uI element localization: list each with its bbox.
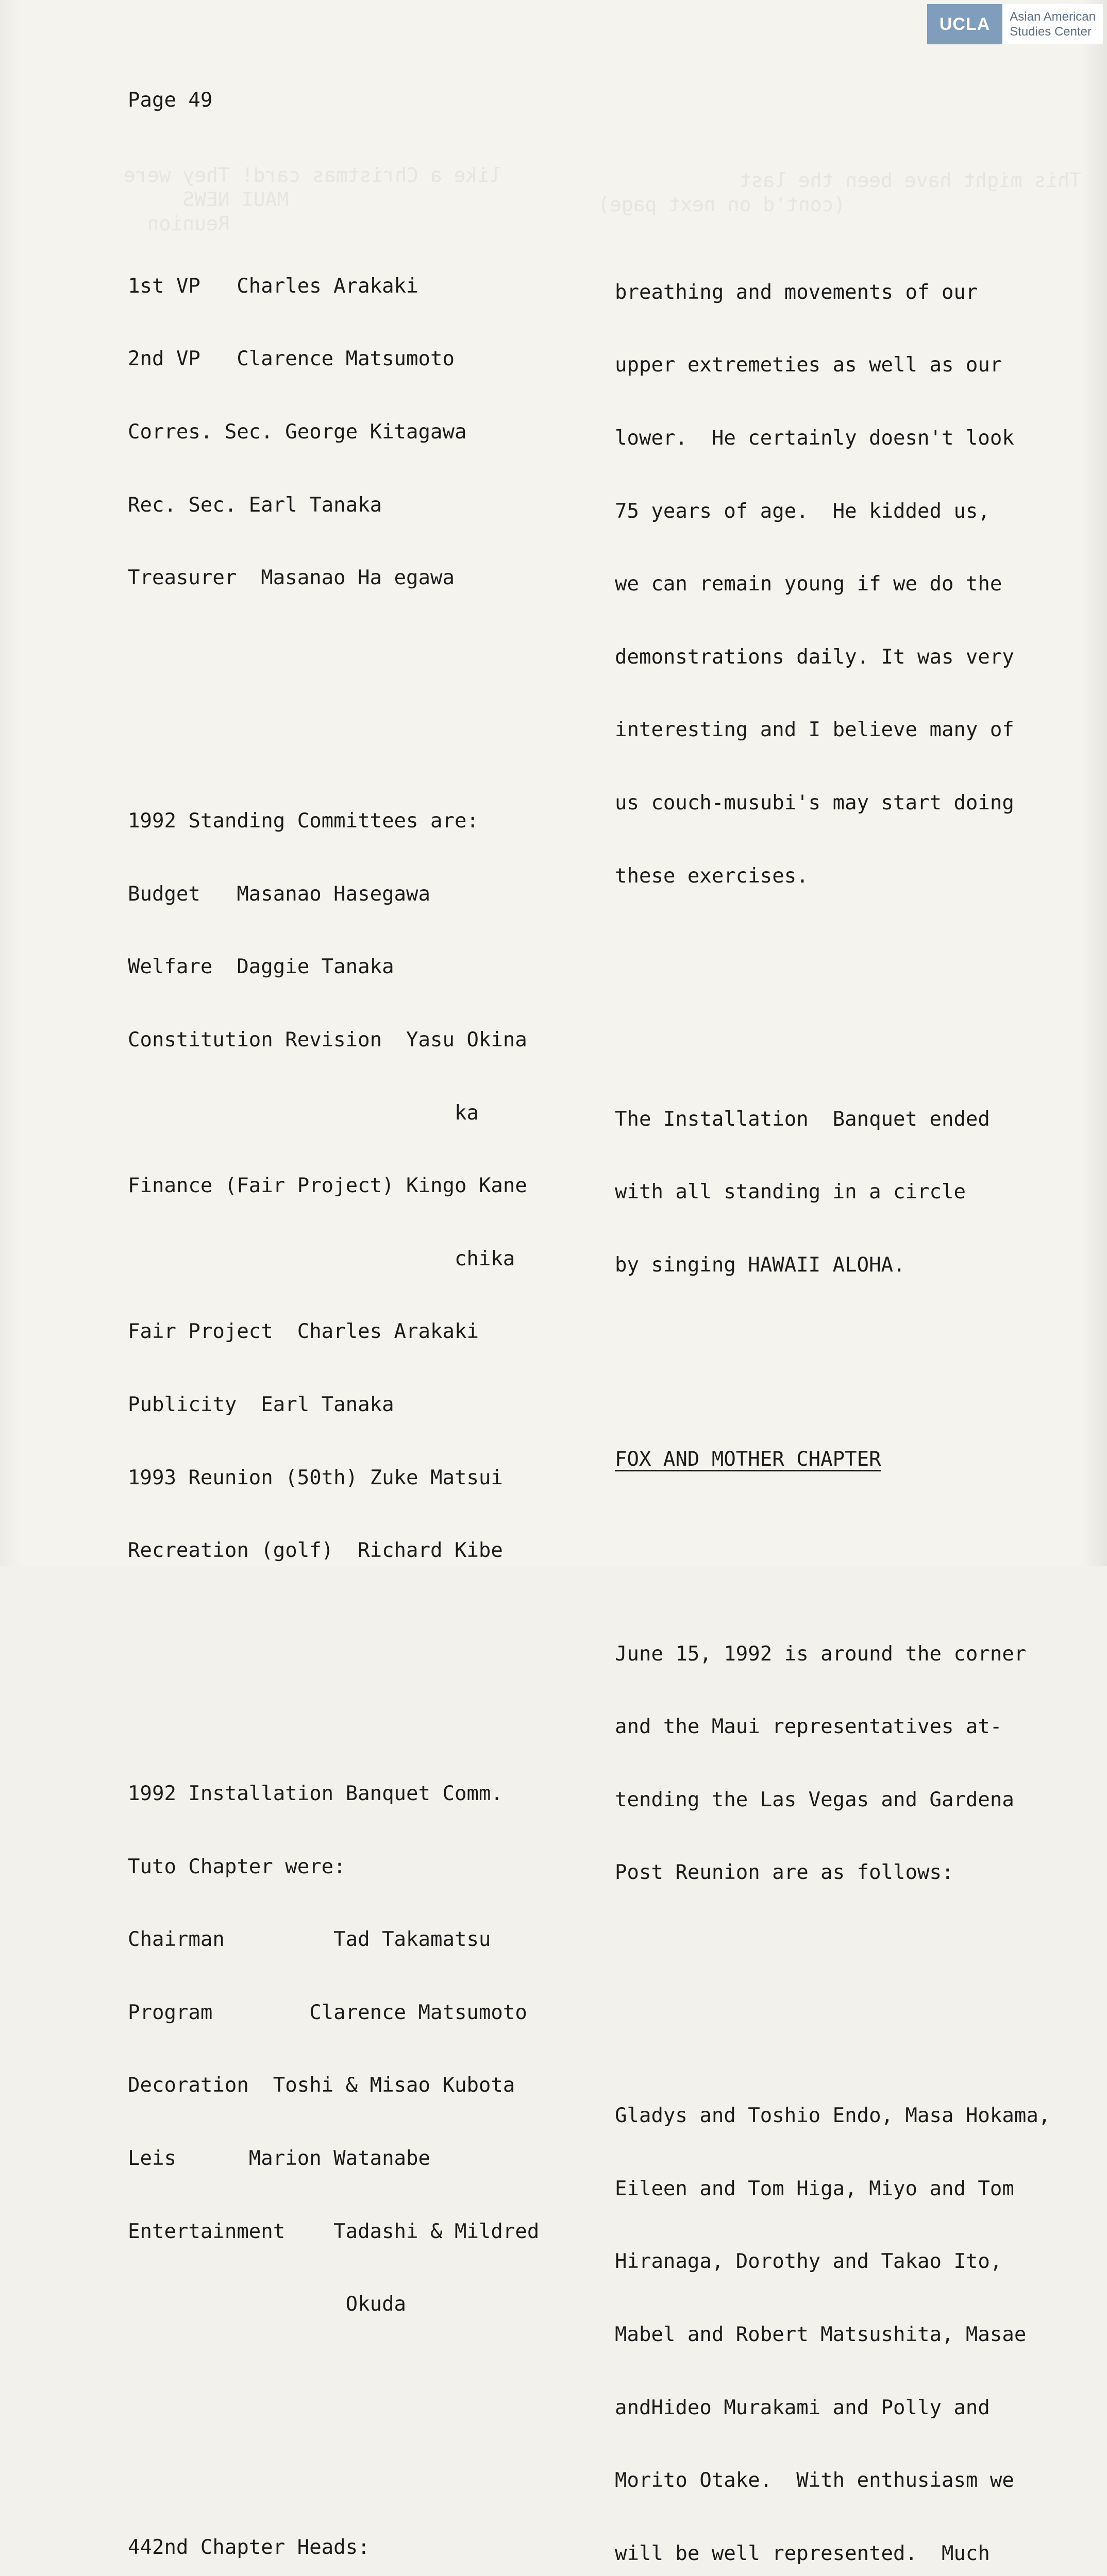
- paragraph-line: lower. He certainly doesn't look: [615, 427, 1014, 450]
- paragraph-line: 75 years of age. He kidded us,: [615, 499, 990, 523]
- attendees-paragraph: [615, 2055, 1050, 2576]
- paragraph-line: Gladys and Toshio Endo, Masa Hokama,: [615, 2104, 1051, 2128]
- page-number: Page 49: [128, 89, 213, 112]
- paragraph-line: upper extremeties as well as our: [615, 353, 1002, 377]
- banquet-line: Chairman Tad Takamatsu: [128, 1928, 491, 1952]
- paragraph-line: these exercises.: [615, 864, 809, 888]
- paragraph-line: breathing and movements of our: [615, 280, 978, 304]
- paragraph-line: demonstrations daily. It was very: [615, 645, 1014, 669]
- committee-line: ka: [128, 1101, 479, 1125]
- paragraph-line: Morito Otake. With enthusiasm we: [615, 2469, 1014, 2493]
- banquet-line: Tuto Chapter were:: [128, 1855, 346, 1878]
- officer-line: Treasurer Masanao Ha egawa: [128, 566, 455, 590]
- paragraph-line: will be well represented. Much: [615, 2541, 990, 2565]
- committee-line: chika: [128, 1247, 515, 1270]
- right-column: [615, 183, 1050, 2576]
- banquet-line: Leis Marion Watanabe: [128, 2147, 430, 2171]
- paragraph-line: June 15, 1992 is around the corner: [615, 1642, 1027, 1666]
- officer-line: 1st VP Charles Arakaki: [128, 274, 418, 298]
- officer-line: 2nd VP Clarence Matsumoto: [128, 347, 455, 371]
- banquet-line: 1992 Installation Banquet Comm.: [128, 1782, 503, 1805]
- committee-line: Publicity Earl Tanaka: [128, 1393, 394, 1416]
- paragraph-line: The Installation Banquet ended: [615, 1107, 990, 1131]
- continuation-paragraph: [615, 231, 1050, 937]
- banquet-line: Entertainment Tadashi & Mildred: [128, 2219, 540, 2243]
- badge-label: [1002, 4, 1103, 44]
- banquet-committee-list: [128, 1733, 539, 2365]
- committee-line: Recreation (golf) Richard Kibe: [128, 1539, 503, 1563]
- paragraph-line: with all standing in a circle: [615, 1180, 966, 1204]
- banquet-line: Okuda: [128, 2293, 407, 2316]
- chapter-head-line: 442nd Chapter Heads:: [128, 2536, 370, 2560]
- paragraph-line: interesting and I believe many of: [615, 718, 1014, 742]
- badge-line-1: Asian American: [1010, 10, 1096, 24]
- paragraph-line: tending the Las Vegas and Gardena: [615, 1788, 1014, 1811]
- committee-line: 1993 Reunion (50th) Zuke Matsui: [128, 1466, 503, 1489]
- banquet-line: Program Clarence Matsumoto: [128, 2001, 527, 2024]
- reunion-paragraph: [615, 1593, 1050, 1934]
- committee-line: Budget Masanao Hasegawa: [128, 882, 430, 906]
- paragraph-line: we can remain young if we do the: [615, 572, 1002, 596]
- paragraph-line: us couch-musubi's may start doing: [615, 791, 1014, 815]
- paragraph-line: andHideo Murakami and Polly and: [615, 2396, 990, 2419]
- ucla-logo: UCLA: [927, 4, 1002, 44]
- committee-line: 1992 Standing Committees are:: [128, 809, 479, 833]
- committee-line: Welfare Daggie Tanaka: [128, 955, 394, 979]
- paragraph-line: and the Maui representatives at-: [615, 1715, 1002, 1739]
- banquet-line: Decoration Toshi & Misao Kubota: [128, 2074, 515, 2097]
- left-column: [128, 177, 539, 2576]
- committee-line: Fair Project Charles Arakaki: [128, 1320, 479, 1344]
- badge-line-2: Studies Center: [1010, 25, 1092, 39]
- paragraph-line: Post Reunion are as follows:: [615, 1861, 954, 1885]
- committee-line: Constitution Revision Yasu Okina: [128, 1028, 527, 1052]
- officers-list: [128, 225, 539, 638]
- paragraph-line: by singing HAWAII ALOHA.: [615, 1253, 905, 1277]
- bleed-through-right: This might have been the last (cont'd on next page): [598, 169, 1081, 216]
- paragraph-line: Mabel and Robert Matsushita, Masae: [615, 2323, 1027, 2347]
- officer-line: Rec. Sec. Earl Tanaka: [128, 493, 382, 517]
- chapter-heads-list: [128, 2487, 539, 2576]
- ucla-badge: [927, 4, 1103, 44]
- paragraph-line: Eileen and Tom Higa, Miyo and Tom: [615, 2177, 1014, 2200]
- committees-list: [128, 760, 539, 1612]
- section-heading: FOX AND MOTHER CHAPTER: [615, 1448, 881, 1471]
- committee-line: Finance (Fair Project) Kingo Kane: [128, 1174, 527, 1198]
- installation-paragraph: [615, 1058, 1050, 1326]
- paragraph-line: Hiranaga, Dorothy and Takao Ito,: [615, 2250, 1002, 2274]
- bleed-through-left: like a Christmas card! They were MAUI NEWS Reunion: [124, 164, 501, 235]
- officer-line: Corres. Sec. George Kitagawa: [128, 420, 467, 444]
